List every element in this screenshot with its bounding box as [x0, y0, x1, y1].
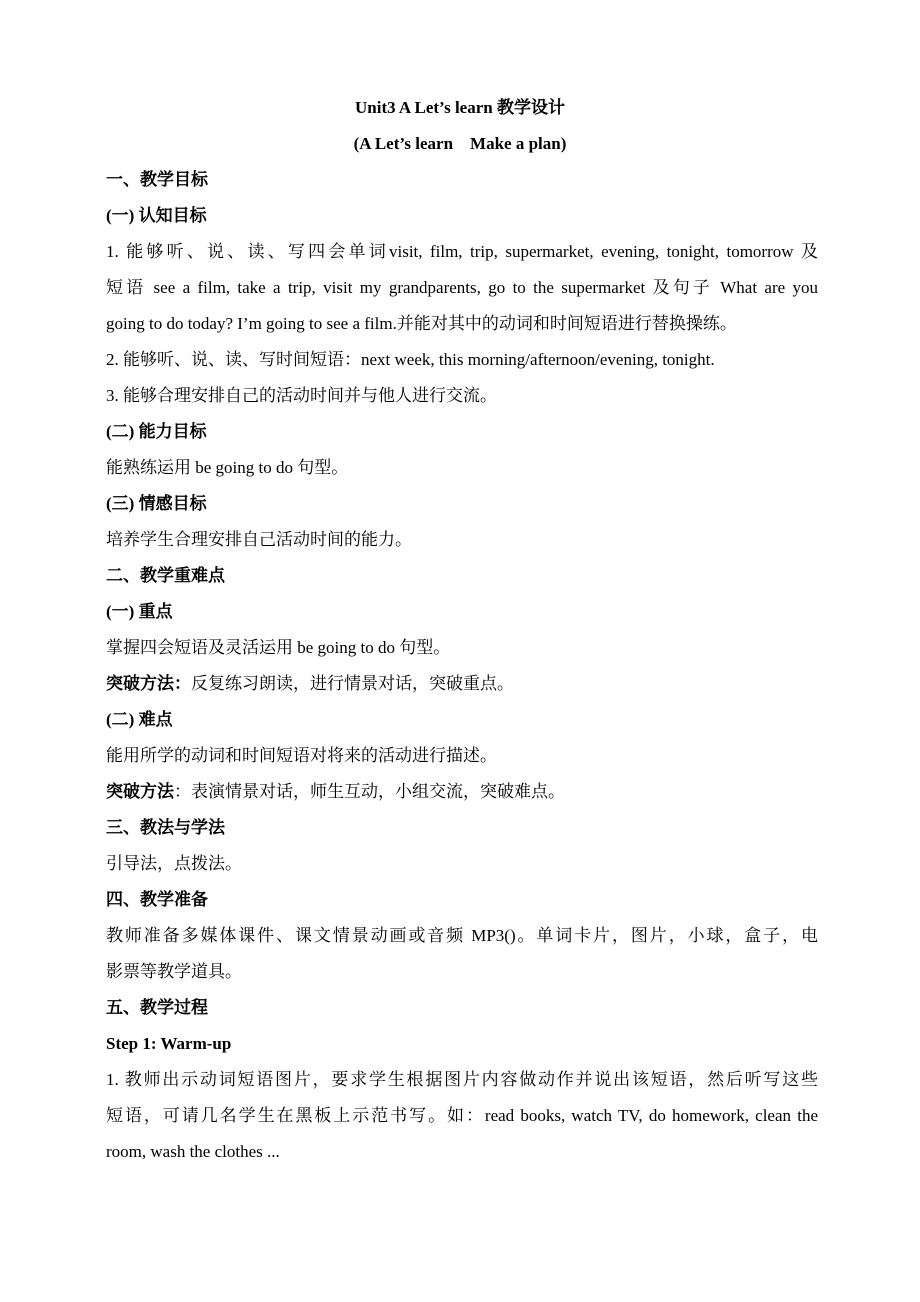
step-1-line-2: 短语，可请几名学生在黑板上示范书写。如：read books, watch TV, do homework, clean the — [106, 1106, 818, 1125]
method-label: 突破方法 — [106, 782, 174, 801]
section-3-heading: 三、教法与学法 — [106, 818, 225, 837]
difficult-point-method — [106, 781, 818, 803]
key-point-text: 掌握四会短语及灵活运用 be going to do 句型。 — [106, 638, 451, 657]
section-1-sub-1: (一) 认知目标 — [106, 206, 207, 225]
section-1-sub-2: (二) 能力目标 — [106, 422, 207, 441]
section-4-heading: 四、教学准备 — [106, 890, 208, 909]
ability-goal-text: 能熟练运用 be going to do 句型。 — [106, 458, 349, 477]
objective-3: 3. 能够合理安排自己的活动时间并与他人进行交流。 — [106, 386, 497, 405]
key-point-method — [106, 673, 818, 695]
step-1-heading: Step 1: Warm-up — [106, 1034, 232, 1053]
section-5-heading: 五、教学过程 — [106, 998, 208, 1017]
section-2-sub-2: (二) 难点 — [106, 710, 173, 729]
section-2-sub-1: (一) 重点 — [106, 602, 173, 621]
document-title: Unit3 A Let’s learn 教学设计 — [355, 98, 565, 117]
section-4-line-1: 教师准备多媒体课件、课文情景动画或音频 MP3()。单词卡片，图片，小球，盒子，电 — [106, 926, 818, 945]
document-subtitle: (A Let’s learn Make a plan) — [353, 134, 567, 153]
objective-1-line-1: 1. 能够听、说、读、写四会单词visit, film, trip, supermarket, evening, tonight, tomorrow 及 — [106, 242, 818, 261]
emotion-goal-text: 培养学生合理安排自己活动时间的能力。 — [106, 530, 412, 549]
section-2-heading: 二、教学重难点 — [106, 566, 225, 585]
method-label: 突破方法： — [106, 674, 191, 693]
step-1-line-3: room, wash the clothes ... — [106, 1142, 280, 1161]
difficult-point-text: 能用所学的动词和时间短语对将来的活动进行描述。 — [106, 746, 497, 765]
section-1-sub-3: (三) 情感目标 — [106, 494, 207, 513]
objective-1-line-2: 短语 see a film, take a trip, visit my grandparents, go to the supermarket 及句子 What are you — [106, 278, 818, 297]
objective-1-line-3: going to do today? I’m going to see a film.并能对其中的动词和时间短语进行替换操练。 — [106, 314, 737, 333]
step-1-line-1: 1. 教师出示动词短语图片，要求学生根据图片内容做动作并说出该短语，然后听写这些 — [106, 1070, 818, 1089]
objective-2: 2. 能够听、说、读、写时间短语：next week, this morning/afternoon/evening, tonight. — [106, 350, 715, 369]
method-text: ：表演情景对话，师生互动，小组交流，突破难点。 — [174, 782, 565, 801]
section-3-text: 引导法，点拨法。 — [106, 854, 242, 873]
method-text: 反复练习朗读，进行情景对话，突破重点。 — [191, 674, 514, 693]
section-4-line-2: 影票等教学道具。 — [106, 962, 242, 981]
section-1-heading: 一、教学目标 — [106, 170, 208, 189]
